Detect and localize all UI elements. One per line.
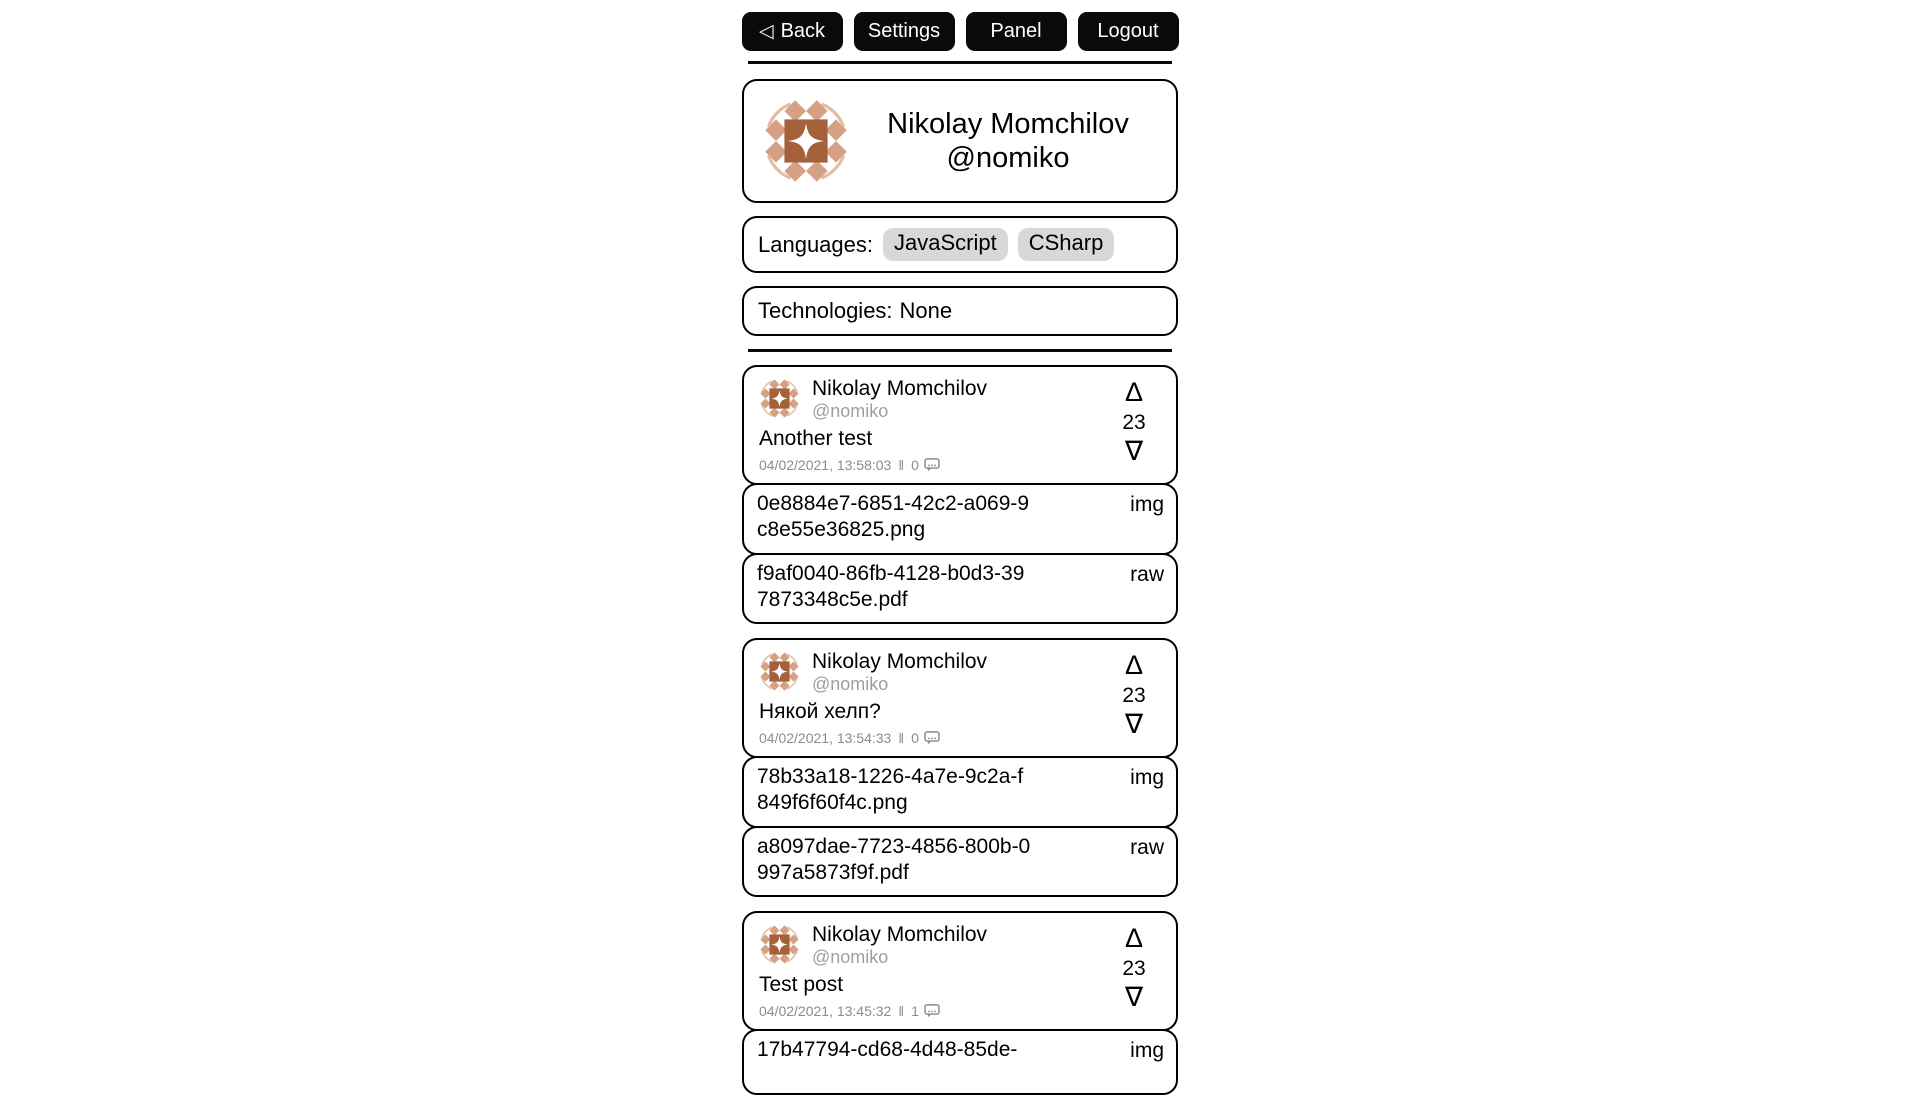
settings-button-label: Settings [867, 20, 941, 42]
upvote-button[interactable]: Δ [1124, 923, 1144, 954]
post-header[interactable] [742, 638, 1178, 758]
attachments-list [742, 483, 1178, 624]
vote-column [1102, 652, 1166, 746]
divider [748, 61, 1172, 64]
vote-column [1102, 925, 1166, 1019]
top-toolbar [742, 12, 1178, 51]
attachment-filename: 78b33a18-1226-4a7e-9c2a-f849f6f60f4c.png [757, 765, 1024, 815]
profile-card [742, 79, 1178, 203]
attachment-filename: a8097dae-7723-4856-800b-0997a5873f9f.pdf [757, 834, 1031, 884]
attachment-row[interactable] [742, 483, 1178, 555]
post-header[interactable] [742, 365, 1178, 485]
attachment-type-label: img [1130, 493, 1164, 517]
identicon-avatar-icon [757, 649, 802, 694]
identicon-avatar-icon [757, 922, 802, 967]
languages-tag-list [873, 228, 1114, 261]
post-author-name: Nikolay Momchilov [812, 377, 988, 400]
technologies-value: None [899, 298, 953, 323]
post-timestamp: 04/02/2021, 13:58:03 [759, 457, 892, 474]
settings-button[interactable] [854, 12, 955, 51]
post-score: 23 [1122, 411, 1146, 434]
meta-separator: ‖ [898, 730, 905, 747]
language-tag: CSharp [1018, 228, 1115, 261]
back-button-label: Back [780, 20, 826, 42]
technologies-card [742, 286, 1178, 336]
attachment-type-label: img [1130, 1039, 1164, 1063]
post-card [742, 638, 1178, 897]
comment-bubble-icon [924, 1004, 940, 1018]
post-score: 23 [1122, 684, 1146, 708]
logout-button[interactable] [1078, 12, 1179, 51]
post-comment-count: 1 [911, 1003, 919, 1020]
attachment-row[interactable] [742, 756, 1178, 828]
post-comment-count: 0 [911, 730, 919, 747]
identicon-avatar-icon [758, 93, 854, 189]
comment-bubble-icon [924, 458, 940, 472]
post-author-handle: @nomiko [812, 946, 889, 967]
panel-button[interactable] [966, 12, 1067, 51]
post-author-avatar [757, 922, 802, 967]
profile-handle: @nomiko [946, 142, 1070, 174]
post-author-handle: @nomiko [812, 400, 889, 421]
identicon-avatar-icon [757, 376, 802, 421]
post-comment-count: 0 [911, 457, 919, 474]
technologies-label: Technologies: [758, 298, 893, 323]
downvote-button[interactable]: ∇ [1124, 982, 1144, 1013]
post-timestamp: 04/02/2021, 13:45:32 [759, 1003, 892, 1020]
downvote-button[interactable]: ∇ [1124, 709, 1144, 740]
attachment-type-label: img [1130, 766, 1164, 790]
languages-label: Languages: [758, 231, 873, 257]
posts-feed [742, 365, 1178, 1095]
language-tag: JavaScript [883, 228, 1008, 261]
post-card [742, 365, 1178, 624]
post-header[interactable] [742, 911, 1178, 1031]
back-button[interactable] [742, 12, 843, 51]
attachment-row[interactable] [742, 553, 1178, 625]
attachment-type-label: raw [1130, 835, 1164, 859]
attachment-filename: 17b47794-cd68-4d48-85de- [757, 1038, 1018, 1062]
post-author-name: Nikolay Momchilov [812, 650, 988, 674]
post-author-avatar [757, 376, 802, 421]
post-title: Някой хелп? [759, 700, 881, 724]
languages-card [742, 216, 1178, 273]
post-card [742, 911, 1178, 1095]
panel-button-label: Panel [990, 20, 1042, 42]
logout-button-label: Logout [1097, 20, 1159, 42]
attachment-row[interactable] [742, 826, 1178, 898]
post-content [757, 922, 1102, 1019]
post-content [757, 376, 1102, 473]
attachment-filename: f9af0040-86fb-4128-b0d3-397873348c5e.pdf [757, 561, 1025, 611]
comment-bubble-icon [924, 731, 940, 745]
post-content [757, 649, 1102, 746]
downvote-button[interactable]: ∇ [1124, 436, 1144, 466]
profile-page [742, 0, 1178, 1095]
attachment-filename: 0e8884e7-6851-42c2-a069-9c8e55e36825.png [757, 492, 1030, 542]
upvote-button[interactable]: Δ [1124, 377, 1144, 407]
vote-column [1102, 379, 1166, 473]
post-score: 23 [1122, 957, 1146, 981]
back-arrow-icon: ◁ [758, 21, 774, 42]
post-title: Another test [759, 427, 873, 451]
attachment-row[interactable] [742, 1029, 1178, 1095]
attachments-list [742, 756, 1178, 897]
post-author-name: Nikolay Momchilov [812, 923, 988, 947]
meta-separator: ‖ [898, 1003, 905, 1020]
meta-separator: ‖ [898, 457, 905, 474]
profile-avatar [758, 93, 854, 189]
post-timestamp: 04/02/2021, 13:54:33 [759, 730, 892, 747]
post-title: Test post [759, 973, 844, 997]
attachments-list [742, 1029, 1178, 1095]
attachment-type-label: raw [1130, 562, 1164, 586]
post-author-handle: @nomiko [812, 673, 889, 694]
divider [748, 349, 1172, 352]
profile-name: Nikolay Momchilov [887, 107, 1129, 140]
upvote-button[interactable]: Δ [1124, 650, 1144, 681]
post-author-avatar [757, 649, 802, 694]
